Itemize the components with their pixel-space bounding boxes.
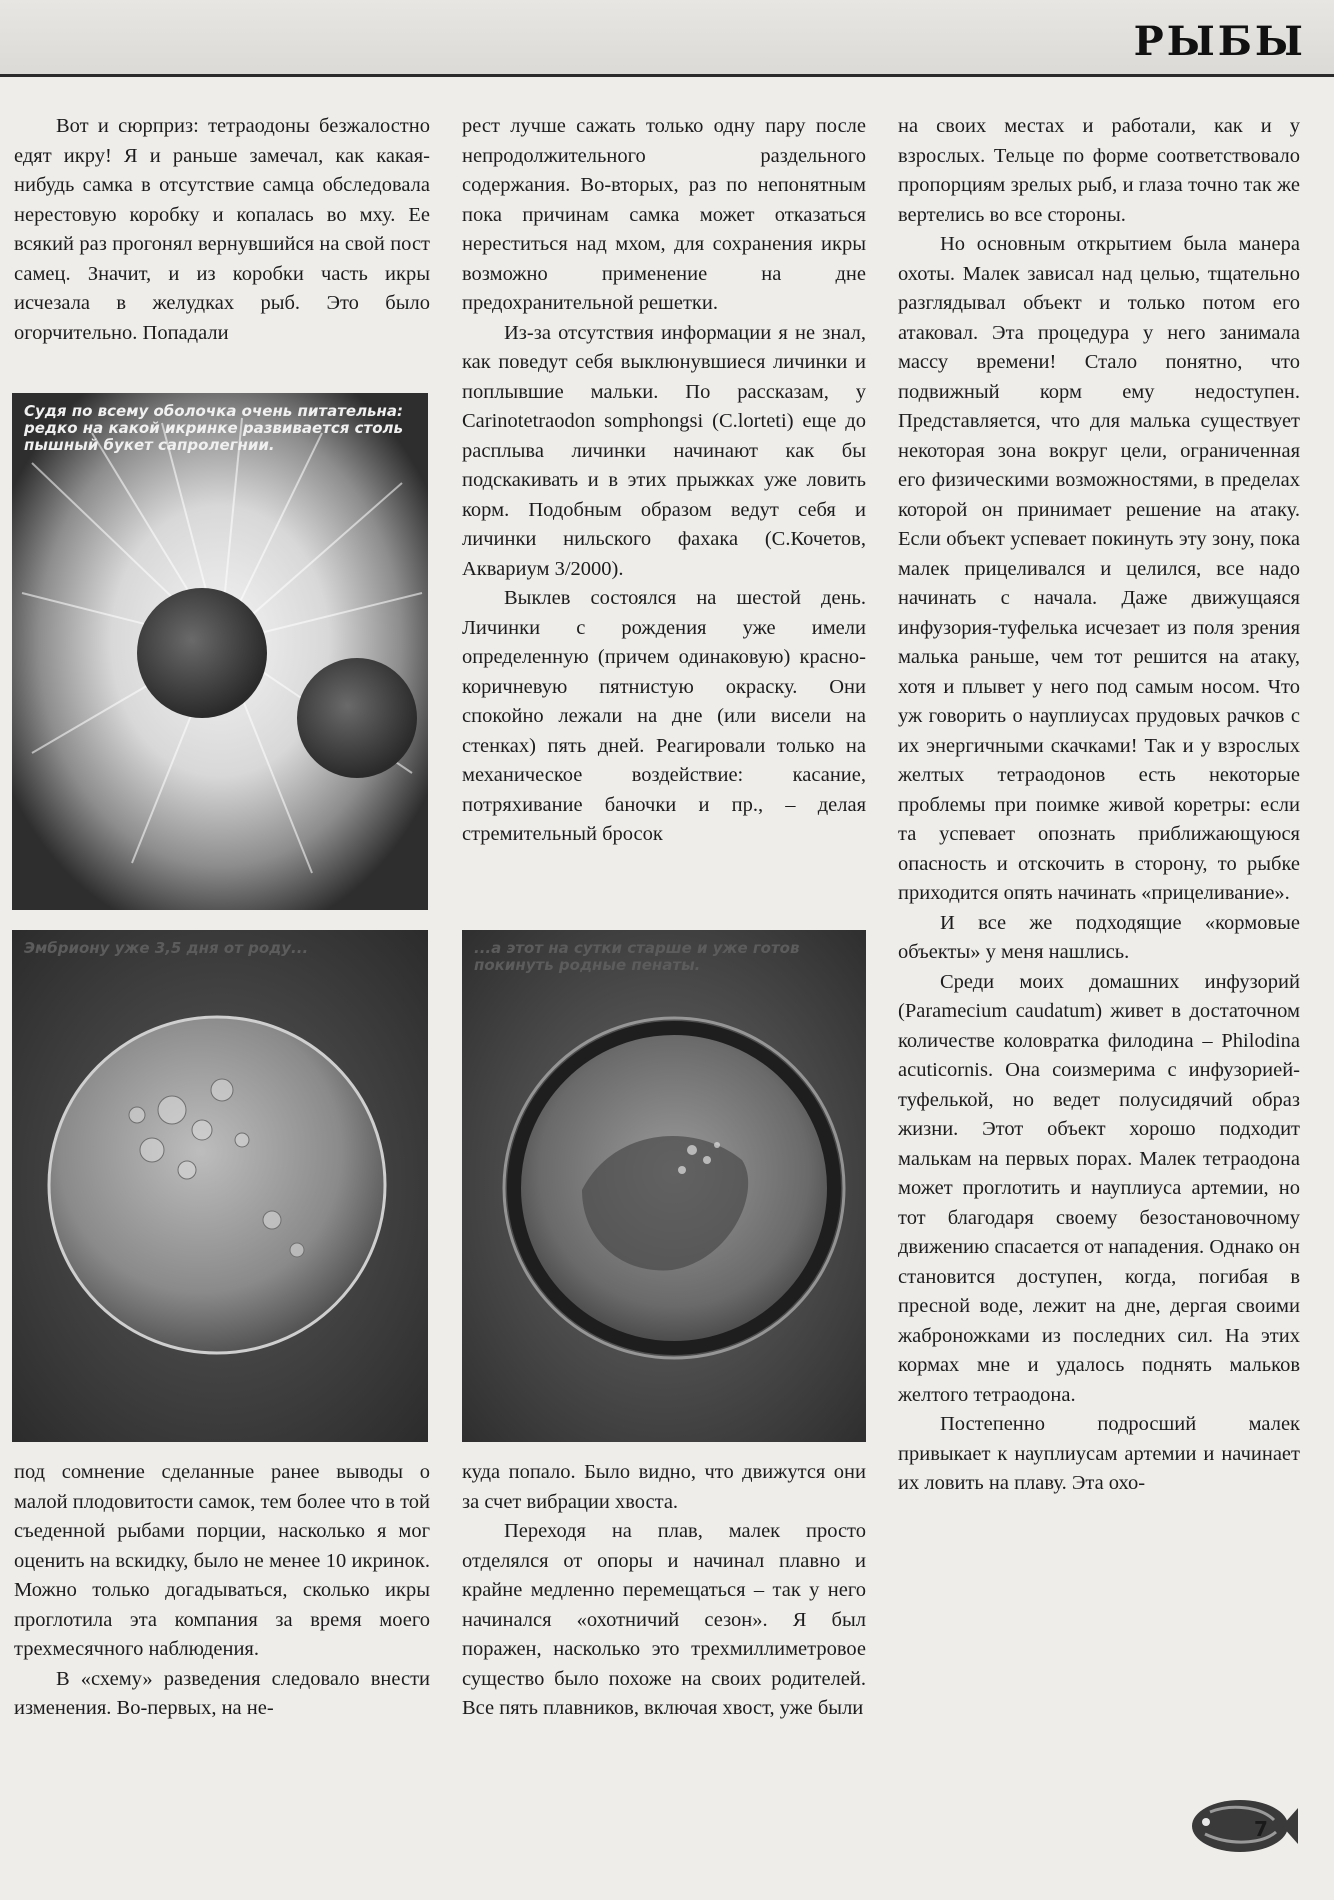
section-title: РЫБЫ [1133,18,1306,65]
embryo-illustration [12,930,428,1442]
paragraph: рест лучше сажать только одну пару после непродолжительного раздельного содержания. Во-вторых, раз по непонятным пока причинам самка может отказаться нереститься над мхом, для сохранения икры возможно применение на дне предохранительной решетки. [462,115,866,314]
paragraph: Из-за отсутствия информации я не знал, как поведут себя выклюнувшиеся личинки и поплывшие мальки. По рассказам, у Carinotetraodon somphongsi (C.lorteti) еще до расплыва личинки начинают как бы подскакивать и в этих прыжках уже ловить корм. Подобным образом ведут себя и личинки нильского фахака (С.Кочетов, Аквариум 3/2000). [462,321,866,580]
paragraph: Выклев состоялся на шестой день. Личинки с рождения уже имели определенную (причем одинаковую) красно-коричневую пятнистую окраску. Они спокойно лежали на дне (или висели на стенках) пять дней. Реагировали только на механическое воздействие: касание, потряхивание баночки и пр., – делая стремительный бросок [462,587,866,845]
photo-embryo-3-5-days [12,930,428,1442]
photo-caption: ...а этот на сутки старше и уже готов покинуть родные пенаты. [474,939,800,974]
column-1-top [14,112,430,348]
embryo-illustration [462,930,866,1442]
paragraph: Вот и сюрприз: тетраодоны безжалостно едят икру! Я и раньше замечал, как какая-нибудь самка в отсутствие самца обследовала нерестовую коробку и копалась во мху. Ее всякий раз прогонял вернувшийся на свой пост самец. Значит, и из коробки часть икры исчезала в желудках рыб. Это было огорчительно. Попадали [14,115,430,344]
column-3 [898,112,1300,1499]
photo-caption: Эмбриону уже 3,5 дня от роду... [24,939,309,957]
page-number: 7 [1254,1817,1268,1841]
paragraph: Переходя на плав, малек просто отделялся от опоры и начинал плавно и крайне медленно перемещаться – так у него начинался «охотничий сезон». Я был поражен, насколько это трехмиллиметровое существо было похоже на своих родителей. Все пять плавников, включая хвост, уже были [462,1520,866,1719]
column-1-bottom [14,1458,430,1724]
saprolegnia-illustration [12,393,428,910]
photo-saprolegnia-egg [12,393,428,910]
photo-caption: Судя по всему оболочка очень питательна: редко на какой икринке развивается столь пышный букет сапролегнии. [24,402,404,454]
column-2-top [462,112,866,850]
paragraph: Но основным открытием была манера охоты. Малек зависал над целью, тщательно разглядывал объект и только потом его атаковал. Эта процедура у него занимала массу времени! Стало понятно, что подвижный корм ему недоступен. Представляется, что для малька существует некоторая зона вокруг цели, ограниченная его физическими возможностями, в пределах которой он принимает решение на атаку. Если объект успевает покинуть эту зону, пока малек прицеливался и целился, все надо начинать с начала. Даже движущаяся инфузория-туфелька исчезает из поля зрения малька раньше, чем тот решится на атаку, хотя и плывет у него под самым носом. Что уж говорить о науплиусах прудовых рачков с их энергичными скачками! Так и у взрослых желтых тетраодонов есть некоторые проблемы при поимке живой коретры: если та успевает опознать приближающуюся опасность и отскочить в сторону, то рыбке приходится опять начинать «прицеливание». [898,233,1300,904]
fish-icon [1170,1790,1300,1860]
column-2-bottom [462,1458,866,1724]
paragraph: В «схему» разведения следовало внести изменения. Во-первых, на не- [14,1667,430,1719]
paragraph: Постепенно подросший малек привыкает к науплиусам артемии и начинает их ловить на плаву. Эта охо- [898,1413,1300,1494]
paragraph: под сомнение сделанные ранее выводы о малой плодовитости самок, тем более что в той съеденной рыбами порции, насколько я мог оценить на вскидку, было не менее 10 икринок. Можно только догадываться, сколько икры проглотила эта компания за время моего трехмесячного наблюдения. [14,1461,430,1660]
paragraph: Среди моих домашних инфузорий (Paramecium caudatum) живет в достаточном количестве коловратка филодина – Philodina acuticornis. Она соизмерима с инфузорией-туфелькой, но ведет полусидячий образ жизни. Этот объект хорошо подходит малькам на первых порах. Малек тетраодона может проглотить и науплиуса артемии, но тот благодаря своему безостановочному движению спасается от нападения. Однако он становится доступен, когда, погибая в пресной воде, лежит на дне, дергая своими жаброножками из последних сил. На этих кормах мне и удалось поднять мальков желтого тетраодона. [898,970,1300,1406]
photo-embryo-older [462,930,866,1442]
paragraph: куда попало. Было видно, что движутся они за счет вибрации хвоста. [462,1461,866,1513]
header-rule [0,74,1334,77]
paragraph: на своих местах и работали, как и у взрослых. Тельце по форме соответствовало пропорциям зрелых рыб, и глаза точно так же вертелись во все стороны. [898,115,1300,226]
paragraph: И все же подходящие «кормовые объекты» у меня нашлись. [898,911,1300,963]
